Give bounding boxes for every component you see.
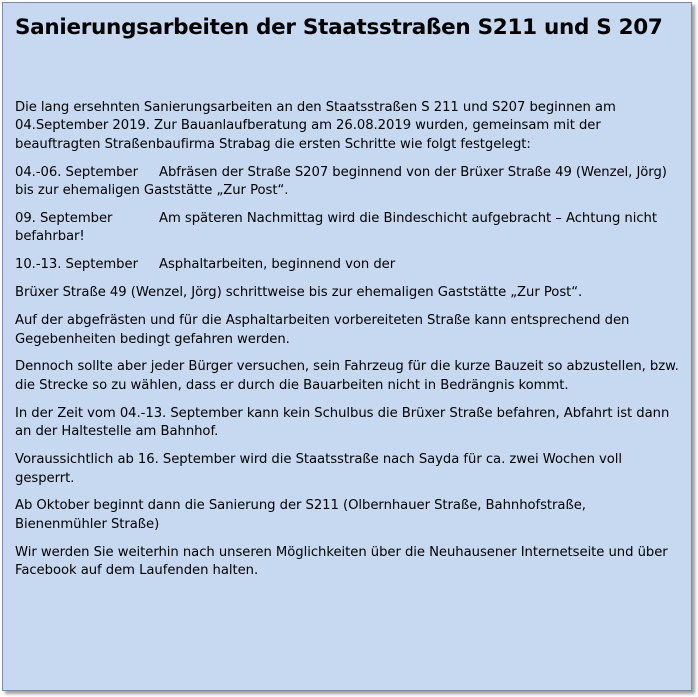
intro-paragraph: Die lang ersehnten Sanierungsarbeiten an den Staatsstraßen S 211 und S207 beginnen am 04.September 2019. Zur Bauanlaufberatung am 26.08.2019 wurden, gemeinsam mit der beauftragten Straßenbaufirma Strabag die ersten Schritte wie folgt festgelegt:: [15, 100, 616, 152]
schedule-date: 10.-13. September: [15, 257, 138, 273]
schedule-entry: [15, 164, 681, 201]
notice-body: [15, 99, 681, 581]
body-paragraph: Dennoch sollte aber jeder Bürger versuchen, sein Fahrzeug für die kurze Bauzeit so abzustellen, bzw. die Strecke so zu wählen, dass er durch die Bauarbeiten nicht in Bedrängnis kommt.: [15, 359, 679, 393]
schedule-date: 04.-06. September: [15, 164, 138, 180]
schedule-entry: [15, 256, 681, 274]
schedule-entry: [15, 210, 681, 247]
body-paragraph: Voraussichtlich ab 16. September wird die Staatsstraße nach Sayda für ca. zwei Wochen voll gesperrt.: [15, 452, 623, 486]
schedule-text: Am späteren Nachmittag wird die Bindeschicht aufgebracht – Achtung nicht befahrbar!: [15, 211, 657, 245]
body-paragraph: In der Zeit vom 04.-13. September kann kein Schulbus die Brüxer Straße befahren, Abfahrt ist dann an der Haltestelle am Bahnhof.: [15, 405, 670, 440]
notice-title: Sanierungsarbeiten der Staatsstraßen S211 und S 207: [15, 15, 663, 40]
notice-box: [2, 2, 692, 691]
schedule-date: 09. September: [15, 211, 113, 227]
body-paragraph: Wir werden Sie weiterhin nach unseren Möglichkeiten über die Neuhausener Internetseite und über Facebook auf dem Laufenden halten.: [15, 544, 668, 579]
schedule-continuation: Brüxer Straße 49 (Wenzel, Jörg) schrittweise bis zur ehemaligen Gaststätte „Zur Post“.: [15, 285, 583, 301]
body-paragraph: Ab Oktober beginnt dann die Sanierung der S211 (Olbernhauer Straße, Bahnhofstraße, Bienenmühler Straße): [15, 498, 586, 532]
body-paragraph: Auf der abgefrästen und für die Asphaltarbeiten vorbereiteten Straße kann entsprechend den Gegebenheiten bedingt gefahren werden.: [15, 313, 630, 347]
schedule-text: Abfräsen der Straße S207 beginnend von der Brüxer Straße 49 (Wenzel, Jörg) bis zur ehemaligen Gaststätte „Zur Post“.: [15, 164, 667, 199]
schedule-text: Asphaltarbeiten, beginnend von der: [159, 257, 396, 273]
